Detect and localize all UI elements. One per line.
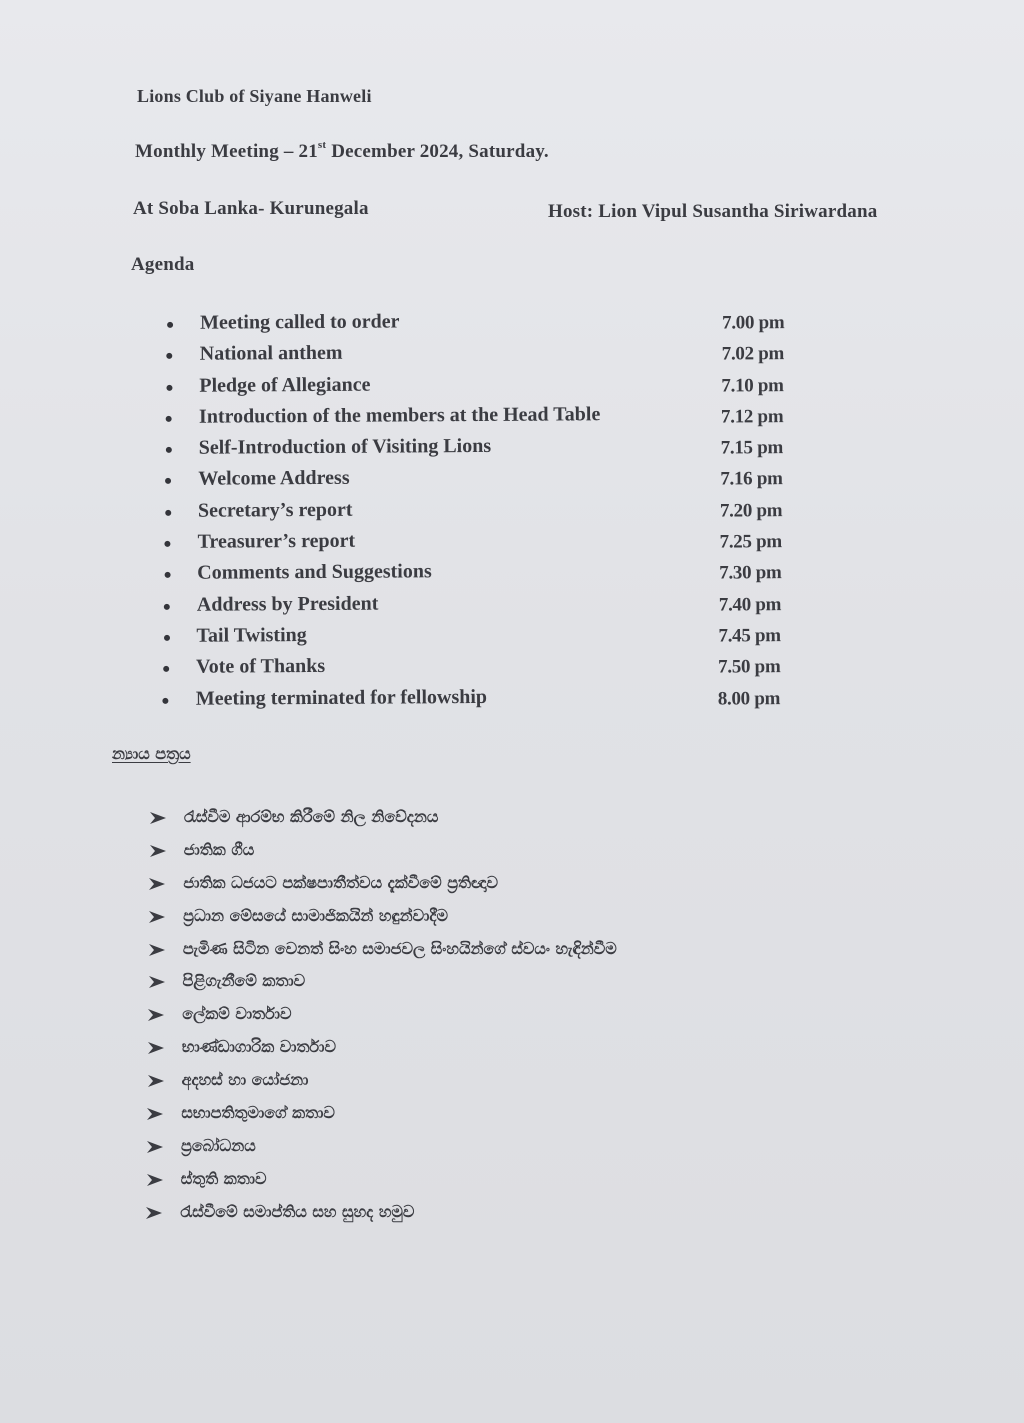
bullet-dot-icon bbox=[167, 322, 173, 328]
agenda-item-time: 7.16 pm bbox=[720, 468, 783, 491]
arrow-bullet-icon bbox=[144, 1205, 164, 1221]
agenda-item-label: Pledge of Allegiance bbox=[199, 373, 371, 397]
sinhala-agenda-item-label: භාණ්ඩාගාරික වාර්තාව bbox=[181, 1037, 336, 1057]
sinhala-agenda-item bbox=[137, 1102, 335, 1135]
sinhala-agenda-item-label: සභාපතිතුමාගේ කතාව bbox=[181, 1103, 335, 1123]
sinhala-agenda-item-label: පිළිගැනීමේ කතාව bbox=[182, 971, 306, 991]
bullet-dot-icon bbox=[164, 604, 170, 610]
agenda-list bbox=[150, 306, 832, 717]
agenda-item-label: Secretary’s report bbox=[197, 498, 353, 522]
sinhala-agenda-item-label: ප්‍රබෝධනය bbox=[181, 1135, 256, 1155]
agenda-item bbox=[147, 525, 831, 560]
arrow-bullet-icon bbox=[145, 1106, 165, 1122]
arrow-bullet-icon bbox=[145, 1172, 165, 1188]
agenda-item bbox=[147, 556, 832, 591]
sinhala-agenda-item-label: රැස්වීම ආරම්භ කිරීමේ නිල නිවේදනය bbox=[184, 807, 439, 826]
sinhala-agenda-item-label: ස්තුති කතාව bbox=[180, 1168, 267, 1188]
meeting-date-suffix: December 2024, Saturday. bbox=[326, 141, 549, 162]
agenda-item-time: 7.02 pm bbox=[721, 343, 785, 365]
bullet-dot-icon bbox=[165, 510, 171, 516]
arrow-bullet-icon bbox=[146, 1073, 166, 1089]
sinhala-agenda-item bbox=[139, 938, 617, 971]
sinhala-agenda-item bbox=[139, 905, 449, 938]
sinhala-agenda-item-label: ජාතික ධජයට පක්ෂපාතීත්වය දැක්වීමේ ප්‍රතිඥාව bbox=[183, 872, 499, 892]
sinhala-agenda-item bbox=[138, 1069, 309, 1102]
agenda-item-time: 7.12 pm bbox=[720, 406, 784, 428]
club-name: Lions Club of Siyane Hanweli bbox=[137, 86, 372, 106]
sinhala-agenda-item bbox=[137, 1135, 256, 1168]
agenda-item bbox=[147, 588, 832, 623]
bullet-dot-icon bbox=[166, 447, 172, 453]
sinhala-agenda-item bbox=[138, 1003, 292, 1036]
agenda-item bbox=[146, 681, 833, 716]
agenda-item-label: Self-Introduction of Visiting Lions bbox=[198, 435, 492, 459]
sinhala-agenda-heading: න්‍යාය පත්‍රය bbox=[112, 744, 191, 763]
sinhala-agenda-item-label: පැමිණ සිටින වෙනත් සිංහ සමාජවල සිංහයින්ගේ ස්වයං හැඳින්වීම bbox=[182, 938, 617, 958]
bullet-dot-icon bbox=[165, 541, 171, 547]
agenda-item-time: 7.15 pm bbox=[720, 437, 784, 459]
agenda-item-time: 8.00 pm bbox=[717, 687, 781, 710]
bullet-dot-icon bbox=[165, 478, 171, 484]
bullet-dot-icon bbox=[164, 572, 170, 578]
sinhala-agenda-item bbox=[137, 1168, 267, 1201]
agenda-item-time: 7.00 pm bbox=[722, 312, 785, 334]
agenda-item-label: Welcome Address bbox=[198, 467, 350, 491]
sinhala-agenda-item bbox=[136, 1201, 415, 1234]
arrow-bullet-icon bbox=[147, 942, 167, 958]
sinhala-agenda-item-label: ජාතික ගීය bbox=[183, 839, 255, 859]
agenda-item-time: 7.50 pm bbox=[718, 656, 781, 678]
meeting-date-prefix: Monthly Meeting – 21 bbox=[135, 141, 318, 162]
arrow-bullet-icon bbox=[147, 974, 167, 990]
agenda-item-time: 7.30 pm bbox=[719, 562, 782, 584]
arrow-bullet-icon bbox=[147, 876, 167, 892]
sinhala-agenda-item bbox=[138, 1036, 336, 1069]
agenda-item-label: Treasurer’s report bbox=[197, 529, 356, 553]
agenda-item bbox=[146, 619, 832, 654]
agenda-item-label: Introduction of the members at the Head Table bbox=[198, 403, 601, 428]
agenda-item-label: National anthem bbox=[199, 342, 343, 365]
sinhala-agenda-item-label: ලේකම් වාර්තාව bbox=[182, 1004, 292, 1024]
sinhala-agenda-item-label: අදහස් හා යෝජනා bbox=[181, 1070, 309, 1090]
sinhala-agenda-item-label: රැස්වීමේ සමාප්තිය සහ සුහද හමුව bbox=[180, 1201, 415, 1221]
bullet-dot-icon bbox=[163, 635, 169, 641]
agenda-item-time: 7.20 pm bbox=[719, 499, 783, 522]
agenda-item-time: 7.45 pm bbox=[718, 625, 781, 647]
meeting-host: Host: Lion Vipul Susantha Siriwardana bbox=[548, 201, 878, 222]
bullet-dot-icon bbox=[163, 697, 169, 703]
agenda-item bbox=[146, 650, 832, 685]
agenda-item bbox=[149, 431, 831, 466]
agenda-item-label: Tail Twisting bbox=[196, 624, 307, 647]
agenda-item bbox=[148, 494, 831, 529]
arrow-bullet-icon bbox=[148, 810, 168, 826]
agenda-item bbox=[149, 368, 830, 403]
bullet-dot-icon bbox=[166, 416, 172, 422]
agenda-item-time: 7.40 pm bbox=[718, 593, 782, 616]
arrow-bullet-icon bbox=[146, 1040, 166, 1056]
arrow-bullet-icon bbox=[148, 843, 168, 859]
sinhala-agenda-item bbox=[139, 970, 306, 1003]
agenda-item-label: Meeting called to order bbox=[200, 310, 400, 334]
arrow-bullet-icon bbox=[146, 1007, 166, 1023]
arrow-bullet-icon bbox=[147, 909, 167, 925]
sinhala-agenda-item-label: ප්‍රධාන මේසයේ සාමාජිකයින් හඳුන්වාදීම bbox=[183, 905, 449, 925]
agenda-item-label: Comments and Suggestions bbox=[197, 560, 432, 585]
arrow-bullet-icon bbox=[145, 1139, 165, 1155]
bullet-dot-icon bbox=[163, 666, 169, 672]
agenda-item-label: Meeting terminated for fellowship bbox=[195, 685, 488, 710]
bullet-dot-icon bbox=[167, 353, 173, 359]
agenda-item bbox=[150, 306, 830, 341]
bullet-dot-icon bbox=[166, 384, 172, 390]
agenda-item-time: 7.25 pm bbox=[719, 531, 782, 553]
agenda-item bbox=[148, 462, 831, 497]
agenda-item-label: Address by President bbox=[196, 592, 379, 616]
meeting-date-ordinal: st bbox=[317, 139, 327, 151]
meeting-venue: At Soba Lanka- Kurunegala bbox=[133, 198, 369, 219]
meeting-date-line bbox=[135, 141, 549, 163]
agenda-item-time: 7.10 pm bbox=[721, 374, 784, 397]
sinhala-agenda-item bbox=[139, 872, 499, 905]
agenda-item-label: Vote of Thanks bbox=[196, 655, 326, 678]
agenda-item bbox=[150, 337, 831, 372]
agenda-item bbox=[149, 400, 831, 435]
agenda-heading: Agenda bbox=[131, 254, 195, 275]
